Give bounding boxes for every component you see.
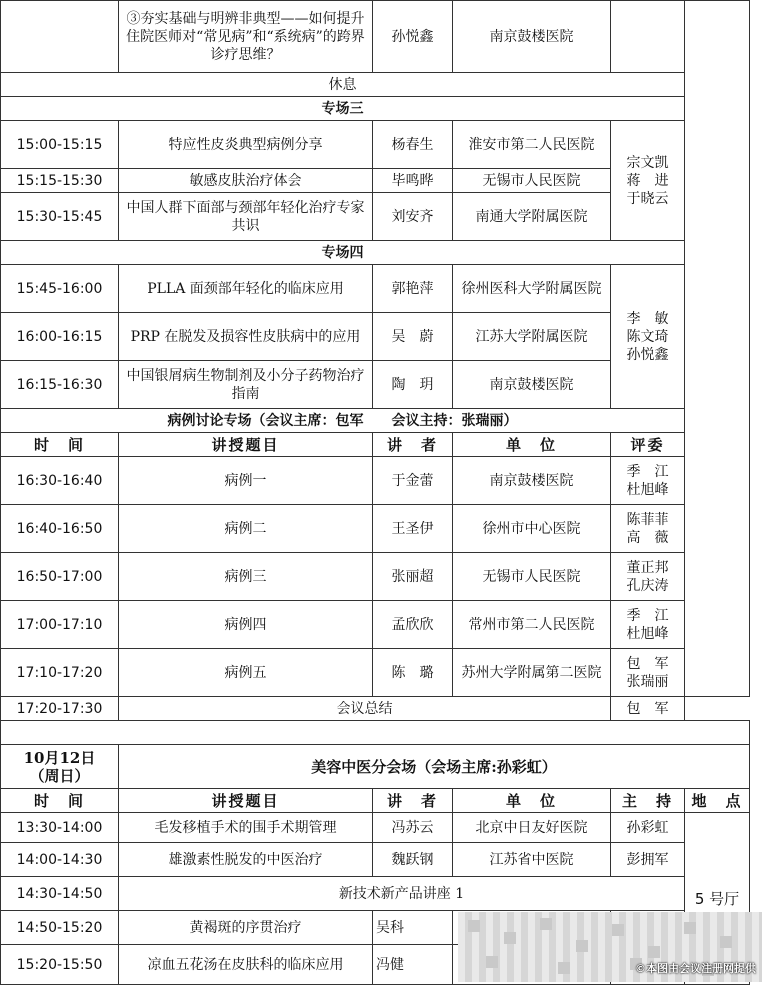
talk-title: 中国人群下面部与颈部年轻化治疗专家共识 [119,193,373,241]
session-header-row [1,745,750,789]
talk-speaker: 郭艳萍 [373,265,453,313]
case-title: 病例三 [119,553,373,601]
talk-title: 敏感皮肤治疗体会 [119,169,373,193]
talk-speaker: 毕鸣晔 [373,169,453,193]
case-time: 17:00-17:10 [1,601,119,649]
talk-title: PRP 在脱发及损容性皮肤病中的应用 [119,313,373,361]
table-row [1,813,750,843]
talk-title: 毛发移植手术的围手术期管理 [119,813,373,843]
talk-speaker: 魏跃钢 [373,843,453,877]
chair-name: 陈文琦 [626,328,669,345]
case-title: 病例二 [119,505,373,553]
judge-name: 杜旭峰 [626,481,669,498]
talk-speaker: 陶 玥 [373,361,453,409]
header-unit: 单 位 [453,789,611,813]
chair-name: 于晓云 [626,190,669,207]
case-judges [611,601,685,649]
case-time: 16:40-16:50 [1,505,119,553]
chair-name: 蒋 进 [626,172,669,189]
talk-speaker: 冯苏云 [373,813,453,843]
case-speaker: 陈 璐 [373,649,453,697]
talk-unit: 南京鼓楼医院 [453,1,611,73]
case-speaker: 于金蕾 [373,457,453,505]
talk-time: 14:00-14:30 [1,843,119,877]
case-unit: 无锡市人民医院 [453,553,611,601]
break-label: 休息 [1,73,685,97]
chair-name: 孙悦鑫 [626,346,669,363]
header-topic: 讲授题目 [119,433,373,457]
spacer-row [1,721,750,745]
talk-title: PLLA 面颈部年轻化的临床应用 [119,265,373,313]
talk-time: 14:30-14:50 [1,877,119,911]
case-time: 16:50-17:00 [1,553,119,601]
talk-time: 15:20-15:50 [1,945,119,985]
judge-name: 季 江 [626,463,669,480]
talk-time: 15:45-16:00 [1,265,119,313]
summary-title: 会议总结 [119,697,611,721]
talk-speaker: 孙悦鑫 [373,1,453,73]
case-unit: 徐州市中心医院 [453,505,611,553]
talk-time: 13:30-14:00 [1,813,119,843]
talk-unit: 南通大学附属医院 [453,193,611,241]
session4-title: 专场四 [1,241,685,265]
case-judges [611,553,685,601]
judge-name: 高 薇 [626,529,669,546]
case-judges [611,505,685,553]
case-session-title: 病例讨论专场（会议主席：包军 会议主持：张瑞丽） [1,409,685,433]
talk-time: 14:50-15:20 [1,911,119,945]
session-header-row [1,241,750,265]
chair-name: 宗文凯 [626,154,669,171]
case-unit: 常州市第二人民医院 [453,601,611,649]
talk-time: 15:00-15:15 [1,121,119,169]
case-speaker: 张丽超 [373,553,453,601]
case-time: 16:30-16:40 [1,457,119,505]
table-row [1,553,750,601]
weekday-label: （周日） [29,766,90,785]
talk-speaker: 刘安齐 [373,193,453,241]
table-row [1,601,750,649]
talk-unit: 无锡市人民医院 [453,169,611,193]
table-row [1,877,750,911]
lecture-title: 新技术新产品讲座 1 [119,877,685,911]
header-unit: 单 位 [453,433,611,457]
header-judges: 评委 [611,433,685,457]
tcm-session-title: 美容中医分会场（会场主席:孙彩虹） [119,745,750,789]
summary-judge: 包 军 [611,697,685,721]
talk-unit: 江苏大学附属医院 [453,313,611,361]
talk-host: 彭拥军 [611,843,685,877]
judge-name: 董正邦 [626,559,669,576]
table-row [1,843,750,877]
table-row [1,457,750,505]
venue-label: 5 号厅 [685,813,750,985]
talk-speaker: 吴科 [373,911,453,945]
session-header-row [1,409,750,433]
column-header-row [1,789,750,813]
case-title: 病例四 [119,601,373,649]
header-venue: 地 点 [685,789,750,813]
table-row [1,505,750,553]
watermark: ©本图由会议注册网提供 [635,962,756,975]
talk-unit: 淮安市第二人民医院 [453,121,611,169]
table-row [1,121,750,169]
case-speaker: 王圣伊 [373,505,453,553]
judge-name: 杜旭峰 [626,625,669,642]
talk-unit: 北京中日友好医院 [453,813,611,843]
chair-name: 李 敏 [626,310,669,327]
talk-speaker: 杨春生 [373,121,453,169]
case-judges [611,649,685,697]
talk-speaker: 冯健 [373,945,453,985]
session3-title: 专场三 [1,97,685,121]
talk-unit: 江苏省中医院 [453,843,611,877]
judge-name: 季 江 [626,607,669,624]
talk-unit: 南京鼓楼医院 [453,361,611,409]
judge-name: 陈菲菲 [626,511,669,528]
talk-title: 雄激素性脱发的中医治疗 [119,843,373,877]
header-host: 主 持 [611,789,685,813]
talk-title: 特应性皮炎典型病例分享 [119,121,373,169]
talk-time: 16:00-16:15 [1,313,119,361]
talk-title: 凉血五花汤在皮肤科的临床应用 [119,945,373,985]
column-header-row [1,433,750,457]
case-unit: 苏州大学附属第二医院 [453,649,611,697]
case-speaker: 孟欣欣 [373,601,453,649]
date-label: 10月12日 [23,748,96,767]
talk-unit: 徐州医科大学附属医院 [453,265,611,313]
session-header-row [1,97,750,121]
talk-time: 15:30-15:45 [1,193,119,241]
header-time: 时 间 [1,789,119,813]
talk-title: ③夯实基础与明辨非典型——如何提升住院医师对“常见病”和“系统病”的跨界诊疗思维？ [119,1,373,73]
header-speaker: 讲 者 [373,789,453,813]
case-unit: 南京鼓楼医院 [453,457,611,505]
summary-time: 17:20-17:30 [1,697,119,721]
case-title: 病例一 [119,457,373,505]
break-row [1,73,750,97]
case-title: 病例五 [119,649,373,697]
judge-name: 孔庆涛 [626,577,669,594]
session-date [1,745,119,789]
table-row [1,265,750,313]
talk-host: 孙彩虹 [611,813,685,843]
case-judges [611,457,685,505]
judge-name: 张瑞丽 [626,673,669,690]
header-time: 时 间 [1,433,119,457]
case-time: 17:10-17:20 [1,649,119,697]
talk-title: 中国银屑病生物制剂及小分子药物治疗指南 [119,361,373,409]
table-row [1,649,750,697]
summary-row [1,697,750,721]
header-speaker: 讲 者 [373,433,453,457]
session3-chairs [611,121,685,241]
talk-speaker: 吴 蔚 [373,313,453,361]
talk-time: 15:15-15:30 [1,169,119,193]
judge-name: 包 军 [626,655,669,672]
header-topic: 讲授题目 [119,789,373,813]
talk-title: 黄褐斑的序贯治疗 [119,911,373,945]
talk-time: 16:15-16:30 [1,361,119,409]
session4-chairs [611,265,685,409]
table-row [1,1,750,73]
